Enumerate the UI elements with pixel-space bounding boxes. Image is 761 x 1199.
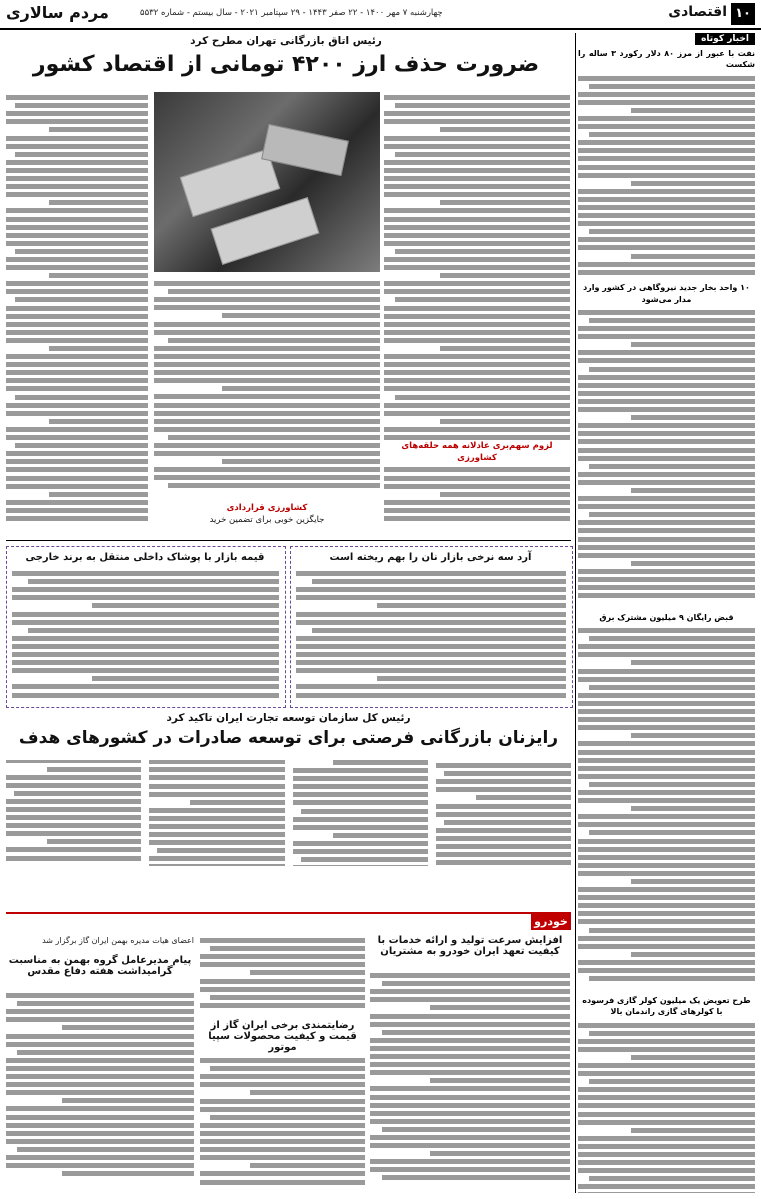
red-quote-text: لزوم سهم‌بری عادلانه همه حلقه‌های کشاورزی [401,441,553,463]
photo-caption-subtitle: جایگزین خوبی برای تضمین خرید [209,515,325,525]
story2-kicker: رئیس کل سازمان توسعه تجارت ایران تاکید کرد [166,712,411,724]
khodro-story1-title: افزایش سرعت تولید و ارائه خدمات با کیفیت تعهد ایران خودرو به مشتریان [377,935,563,957]
story2-headline: رایزنان بازرگانی فرصتی برای توسعه صادرات در کشورهای هدف [18,728,559,748]
news-brief-label: اخبار کوتاه [695,33,755,45]
photo-caption-title: کشاورزی قراردادی [226,503,308,513]
dateline: چهارشنبه ۷ مهر ۱۴۰۰ - ۲۲ صفر ۱۴۴۳ - ۲۹ سپتامبر ۲۰۲۱ - سال بیستم - شماره ۵۵۳۲ [140,8,443,18]
khodro-story3-title: پیام مدیرعامل گروه بهمن به مناسبت گرامیداشت هفته دفاع مقدس [8,955,192,977]
khodro-rule [6,912,571,914]
photo-caption [154,502,380,534]
banknote-shape [211,197,320,265]
brief-title: نفت با عبور از مرز ۸۰ دلار رکورد ۳ ساله را شکست [578,49,755,70]
page-number: ۱۰ [731,3,755,25]
red-quote [384,440,570,466]
page-header [0,0,761,30]
box-right-body [296,568,566,702]
newspaper-logo: مردم سالاری [6,3,109,22]
main-story-col-3 [6,92,148,537]
brief-title: قبض رایگان ۹ میلیون مشترک برق [599,612,734,622]
khodro-label: خودرو [531,914,571,930]
khodro-story3-body [6,990,194,1193]
brief-title: طرح تعویض یک میلیون کولر گازی فرسوده با کولرهای گازی راندمان بالا [582,996,751,1017]
box-right-title: آرد سه نرخی بازار نان را بهم ریخته است [329,552,532,563]
main-headline: ضرورت حذف ارز ۴۲۰۰ تومانی از اقتصاد کشور [32,52,540,77]
main-kicker: رئیس اتاق بازرگانی تهران مطرح کرد [190,35,382,47]
column-divider [575,33,576,1193]
main-story-col-1 [384,92,570,537]
section-name: اقتصادی [668,4,727,20]
box-left-body [12,568,279,702]
khodro-story2-body [200,1055,365,1193]
brief-title: ۱۰ واحد بخار جدید نیروگاهی در کشور وارد مدار می‌شود [583,283,750,304]
story2-body [6,760,571,905]
news-photo [154,92,380,272]
section-divider [6,540,571,541]
khodro-intro-body [200,935,365,1015]
banknote-shape [261,124,349,176]
khodro-story2-title: رضایتمندی برخی ایران گاز از قیمت و کیفیت محصولات سپیا موتور [208,1020,357,1053]
news-brief-column [578,48,755,1193]
khodro-story1-body [370,970,570,1193]
main-story-col-2 [154,278,380,498]
khodro-note: اعضای هیات مدیره بهمن ایران گاز برگزار شد [42,936,194,945]
box-left-title: قیمه بازار با پوشاک داخلی منتقل به برند خارجی [25,552,265,563]
